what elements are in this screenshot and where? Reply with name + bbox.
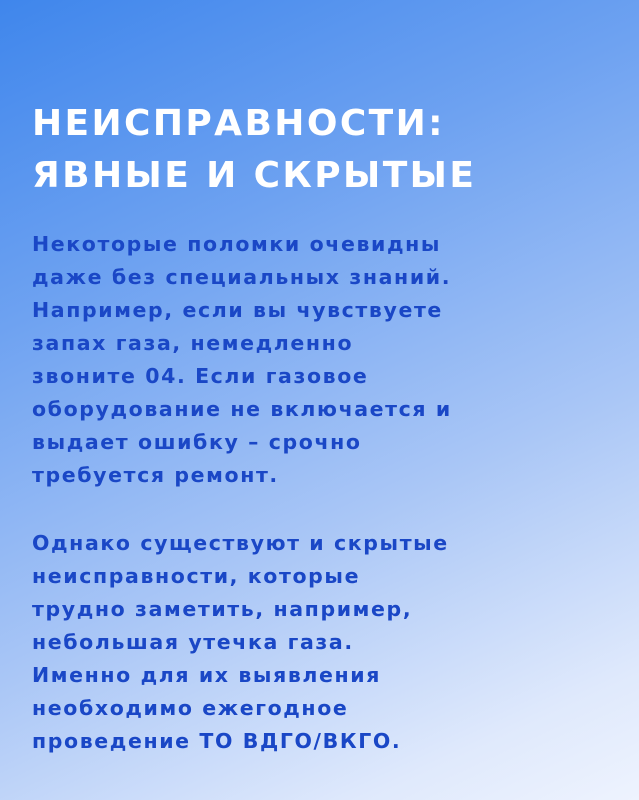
- text-line: даже без специальных знаний.: [32, 265, 452, 289]
- text-line: оборудование не включается и: [32, 397, 452, 421]
- page-title: [32, 98, 609, 202]
- text-line: Именно для их выявления: [32, 663, 382, 687]
- paragraph-obvious-faults: [32, 228, 609, 492]
- text-line: Например, если вы чувствуете: [32, 298, 443, 322]
- title-line-1: НЕИСПРАВНОСТИ:: [32, 103, 445, 144]
- text-line: запах газа, немедленно: [32, 331, 354, 355]
- text-line: необходимо ежегодное: [32, 696, 349, 720]
- text-line: трудно заметить, например,: [32, 597, 413, 621]
- text-line: небольшая утечка газа.: [32, 630, 354, 654]
- text-line: требуется ремонт.: [32, 463, 279, 487]
- title-line-2: ЯВНЫЕ И СКРЫТЫЕ: [32, 155, 477, 196]
- text-line: неисправности, которые: [32, 564, 361, 588]
- text-line: Однако существуют и скрытые: [32, 531, 449, 555]
- text-line: Некоторые поломки очевидны: [32, 232, 442, 256]
- body-text: [32, 228, 609, 758]
- text-line: выдает ошибку – срочно: [32, 430, 362, 454]
- paragraph-hidden-faults: [32, 527, 609, 758]
- text-line: проведение ТО ВДГО/ВКГО.: [32, 729, 402, 753]
- text-line: звоните 04. Если газовое: [32, 364, 369, 388]
